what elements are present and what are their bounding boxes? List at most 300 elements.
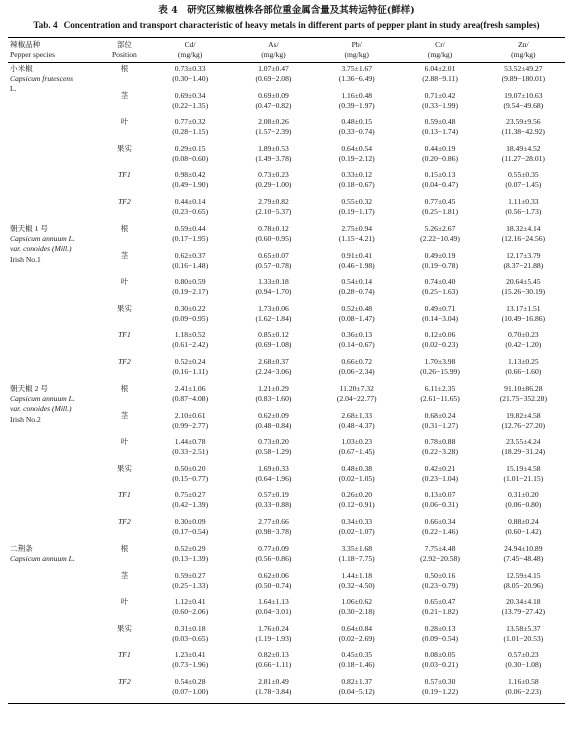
pb-value-cell: [315, 437, 398, 464]
as-value-cell: [232, 411, 315, 438]
species-cell: [8, 543, 100, 704]
range: (0.60−1.42): [505, 526, 542, 536]
range: (1.62−1.84): [255, 313, 292, 323]
range: (0.03−0.21): [422, 660, 458, 670]
position-label: TF1: [118, 170, 131, 179]
mean-sd: 0.55±0.35: [507, 170, 539, 179]
mean-sd: 0.55±0.32: [341, 196, 373, 206]
mean-sd: 0.49±0.19: [424, 250, 456, 260]
cr-value-cell: [398, 63, 481, 91]
range: (0.16−1.11): [172, 366, 208, 376]
range: (1.36−6.49): [338, 74, 375, 84]
mean-sd: 0.36±0.13: [341, 330, 373, 339]
mean-sd: 18.49±4.52: [506, 143, 541, 153]
position-label: 果实: [116, 143, 132, 153]
range: (0.02−1.05): [338, 473, 375, 483]
range: (0.04−0.47): [422, 180, 458, 190]
species-name-line: 小米椒: [10, 64, 33, 73]
range: (13.79−27.42): [501, 607, 546, 617]
heavy-metal-table: [8, 37, 565, 704]
species-name-line: 二荆条: [10, 544, 33, 553]
mean-sd: 0.68±0.24: [424, 410, 456, 420]
cd-value-cell: [149, 624, 232, 651]
mean-sd: 0.80±0.59: [174, 277, 206, 286]
mean-sd: 1.73±0.06: [258, 303, 289, 313]
range: (0.14−3.04): [422, 313, 458, 323]
cr-value-cell: [398, 490, 481, 517]
as-value-cell: [232, 277, 315, 304]
range: (0.50−0.74): [255, 580, 292, 590]
range: (0.60−0.95): [255, 234, 292, 244]
range: (0.22−1.46): [422, 526, 458, 536]
header-cr: Cr/ (mg/kg): [427, 40, 453, 59]
zn-value-cell: [482, 543, 565, 571]
range: (0.03−0.65): [172, 633, 209, 643]
range: (0.33−2.51): [172, 447, 209, 457]
zn-value-cell: [482, 117, 565, 144]
mean-sd: 0.57±0.23: [507, 650, 539, 659]
pb-value-cell: [315, 197, 398, 224]
range: (0.06−0.31): [422, 500, 458, 510]
range: (0.16−1.48): [172, 260, 209, 270]
mean-sd: 0.66±0.34: [424, 516, 456, 526]
pb-value-cell: [315, 624, 398, 651]
mean-sd: 0.48±0.38: [341, 463, 373, 473]
cr-value-cell: [398, 517, 481, 544]
range: (2.61−11.65): [420, 394, 460, 404]
range: (18.29−31.24): [501, 447, 546, 457]
as-value-cell: [232, 91, 315, 118]
cd-value-cell: [149, 170, 232, 197]
mean-sd: 1.21±0.29: [258, 384, 289, 393]
position-cell: [100, 117, 148, 144]
species-name-line: Irish No.1: [10, 254, 41, 264]
species-name-line: Irish No.2: [10, 414, 41, 424]
range: (0.09−0.54): [422, 633, 458, 643]
range: (0.61−2.42): [172, 340, 209, 350]
mean-sd: 0.33±0.12: [341, 170, 373, 179]
cr-value-cell: [398, 543, 481, 571]
cr-value-cell: [398, 304, 481, 331]
cr-value-cell: [398, 170, 481, 197]
cr-value-cell: [398, 223, 481, 251]
mean-sd: 0.57±0.19: [258, 490, 289, 499]
range: (0.33−0.74): [338, 127, 375, 137]
position-cell: [100, 464, 148, 491]
header-position: 部位 Position: [111, 40, 137, 59]
mean-sd: 0.82±1.37: [341, 676, 373, 686]
range: (0.09−0.95): [172, 313, 209, 323]
range: (0.42−1.20): [505, 340, 542, 350]
position-cell: [100, 490, 148, 517]
mean-sd: 12.59±4.15: [506, 570, 541, 580]
cr-value-cell: [398, 437, 481, 464]
range: (1.19−1.93): [255, 633, 292, 643]
pb-value-cell: [315, 277, 398, 304]
range: (0.15−0.77): [172, 473, 209, 483]
range: (8.37−21.88): [503, 260, 544, 270]
range: (0.23−0.65): [172, 206, 209, 216]
position-cell: [100, 144, 148, 171]
mean-sd: 2.81±0.49: [258, 676, 289, 686]
header-cd: Cd/ (mg/kg): [177, 40, 203, 59]
position-label: TF2: [118, 516, 131, 526]
range: (0.60−2.06): [172, 607, 209, 617]
as-value-cell: [232, 571, 315, 598]
cd-value-cell: [149, 571, 232, 598]
as-value-cell: [232, 597, 315, 624]
mean-sd: 0.75±0.27: [174, 490, 206, 499]
range: (0.98−3.78): [255, 526, 292, 536]
range: (2.22−10.49): [420, 234, 460, 244]
mean-sd: 1.16±0.48: [341, 90, 373, 100]
range: (0.21−1.82): [422, 607, 458, 617]
table-caption-chinese: 表 4 研究区辣椒植株各部位重金属含量及其转运特征(鲜样): [158, 5, 415, 16]
mean-sd: 2.08±0.26: [258, 117, 289, 126]
zn-value-cell: [482, 571, 565, 598]
mean-sd: 0.73±0.33: [174, 64, 206, 73]
mean-sd: 13.58±5.37: [506, 623, 541, 633]
mean-sd: 1.07±0.47: [258, 64, 289, 73]
mean-sd: 1.64±1.13: [258, 597, 289, 606]
pb-value-cell: [315, 357, 398, 384]
zn-value-cell: [482, 677, 565, 704]
header-pb: Pb/ (mg/kg): [344, 40, 369, 59]
as-value-cell: [232, 383, 315, 411]
position-label: 根: [120, 544, 129, 553]
range: (0.06−2.34): [338, 366, 375, 376]
range: (0.14−0.67): [338, 340, 375, 350]
range: (0.31−1.27): [422, 420, 458, 430]
range: (9.89−180.01): [501, 74, 546, 84]
mean-sd: 0.59±0.48: [424, 117, 456, 126]
position-cell: [100, 517, 148, 544]
cr-value-cell: [398, 411, 481, 438]
position-cell: [100, 170, 148, 197]
species-cell: [8, 383, 100, 543]
mean-sd: 0.31±0.18: [174, 623, 206, 633]
mean-sd: 0.59±0.27: [174, 570, 206, 580]
mean-sd: 1.44±0.78: [174, 437, 206, 446]
pb-value-cell: [315, 144, 398, 171]
range: (0.25−1.81): [422, 206, 458, 216]
mean-sd: 0.50±0.20: [174, 463, 206, 473]
species-name-line: Capsicum annuum L.: [10, 554, 75, 564]
cd-value-cell: [149, 437, 232, 464]
range: (0.07−1.00): [172, 686, 209, 696]
range: (21.75−352.28): [499, 394, 547, 404]
range: (0.73−1.96): [172, 660, 209, 670]
cd-value-cell: [149, 144, 232, 171]
mean-sd: 3.75±1.67: [341, 64, 373, 73]
range: (0.94−1.70): [255, 287, 292, 297]
mean-sd: 0.57±0.30: [424, 676, 456, 686]
pb-value-cell: [315, 223, 398, 251]
mean-sd: 0.66±0.72: [341, 356, 373, 366]
zn-value-cell: [482, 277, 565, 304]
mean-sd: 0.65±0.07: [258, 250, 289, 260]
position-label: 叶: [120, 277, 129, 286]
mean-sd: 91.10±86.28: [504, 384, 543, 393]
range: (2.24−3.06): [255, 366, 292, 376]
range: (12.76−27.20): [501, 420, 546, 430]
position-cell: [100, 650, 148, 677]
range: (0.02−0.23): [422, 340, 458, 350]
cr-value-cell: [398, 144, 481, 171]
mean-sd: 0.59±0.44: [174, 224, 206, 233]
range: (2.04−22.77): [336, 394, 377, 404]
mean-sd: 5.26±2.67: [424, 224, 456, 233]
zn-value-cell: [482, 357, 565, 384]
range: (0.49−1.90): [172, 180, 209, 190]
position-label: TF1: [118, 650, 131, 659]
cr-value-cell: [398, 677, 481, 704]
position-cell: [100, 357, 148, 384]
range: (0.30−1.08): [505, 660, 542, 670]
range: (0.18−0.67): [338, 180, 375, 190]
zn-value-cell: [482, 597, 565, 624]
range: (0.07−1.45): [505, 180, 542, 190]
zn-value-cell: [482, 650, 565, 677]
mean-sd: 0.62±0.37: [174, 250, 206, 260]
header-species: 辣椒品种 Pepper species: [10, 40, 55, 59]
mean-sd: 15.19±4.58: [506, 463, 541, 473]
mean-sd: 24.94±10.89: [504, 544, 543, 553]
range: (7.45−48.48): [503, 554, 544, 564]
mean-sd: 1.33±0.18: [258, 277, 289, 286]
mean-sd: 0.42±0.21: [424, 463, 456, 473]
mean-sd: 0.26±0.20: [341, 490, 373, 499]
range: (0.13−1.39): [172, 554, 209, 564]
cd-value-cell: [149, 383, 232, 411]
cd-value-cell: [149, 251, 232, 278]
zn-value-cell: [482, 144, 565, 171]
range: (0.67−1.45): [338, 447, 375, 457]
pb-value-cell: [315, 383, 398, 411]
mean-sd: 0.64±0.54: [341, 143, 373, 153]
pb-value-cell: [315, 650, 398, 677]
mean-sd: 0.64±0.84: [341, 623, 373, 633]
mean-sd: 2.41±1.06: [174, 384, 206, 393]
mean-sd: 2.77±0.66: [258, 516, 289, 526]
mean-sd: 0.98±0.42: [174, 170, 206, 179]
range: (0.04−3.01): [255, 607, 292, 617]
range: (0.33−1.99): [422, 100, 458, 110]
position-label: TF2: [118, 676, 131, 686]
range: (0.06−0.80): [505, 500, 542, 510]
range: (0.58−1.29): [255, 447, 292, 457]
range: (8.05−20.96): [503, 580, 544, 590]
position-label: TF2: [118, 356, 131, 366]
as-value-cell: [232, 117, 315, 144]
cd-value-cell: [149, 677, 232, 704]
mean-sd: 13.17±1.51: [506, 303, 541, 313]
table-row: [8, 543, 565, 571]
range: (0.23−0.79): [422, 580, 458, 590]
position-label: TF1: [118, 330, 131, 339]
range: (0.08−1.47): [338, 313, 375, 323]
mean-sd: 0.62±0.09: [258, 410, 289, 420]
range: (0.56−0.86): [255, 554, 292, 564]
cd-value-cell: [149, 411, 232, 438]
mean-sd: 2.10±0.61: [174, 410, 206, 420]
mean-sd: 0.52±0.48: [341, 303, 373, 313]
mean-sd: 0.85±0.12: [258, 330, 289, 339]
table-body: [8, 63, 565, 704]
range: (1.49−3.78): [255, 153, 292, 163]
zn-value-cell: [482, 624, 565, 651]
mean-sd: 7.75±4.48: [424, 544, 456, 553]
species-name-line: Capsicum frutescens: [10, 74, 74, 84]
as-value-cell: [232, 624, 315, 651]
range: (0.69−1.08): [255, 340, 292, 350]
range: (0.12−0.91): [338, 500, 375, 510]
pb-value-cell: [315, 411, 398, 438]
range: (1.01−20.53): [503, 633, 544, 643]
cr-value-cell: [398, 251, 481, 278]
range: (0.13−1.74): [422, 127, 458, 137]
mean-sd: 1.11±0.33: [508, 196, 539, 206]
cd-value-cell: [149, 91, 232, 118]
mean-sd: 0.88±0.24: [507, 516, 539, 526]
pb-value-cell: [315, 91, 398, 118]
position-label: 叶: [120, 437, 129, 446]
cd-value-cell: [149, 330, 232, 357]
mean-sd: 1.16±0.58: [507, 676, 539, 686]
position-label: 果实: [116, 303, 132, 313]
as-value-cell: [232, 330, 315, 357]
mean-sd: 1.89±0.53: [258, 143, 289, 153]
mean-sd: 2.68±0.37: [258, 356, 289, 366]
mean-sd: 0.77±0.09: [258, 544, 289, 553]
as-value-cell: [232, 437, 315, 464]
cr-value-cell: [398, 464, 481, 491]
cr-value-cell: [398, 277, 481, 304]
pb-value-cell: [315, 63, 398, 91]
range: (0.57−0.78): [255, 260, 292, 270]
mean-sd: 2.79±0.82: [258, 196, 289, 206]
mean-sd: 0.28±0.13: [424, 623, 456, 633]
pb-value-cell: [315, 490, 398, 517]
mean-sd: 0.78±0.88: [424, 437, 456, 446]
pb-value-cell: [315, 170, 398, 197]
cd-value-cell: [149, 597, 232, 624]
table-number: Tab. 4: [33, 20, 58, 30]
mean-sd: 0.69±0.34: [174, 90, 206, 100]
species-name-line: Capsicum annuum L.: [10, 234, 75, 244]
position-cell: [100, 304, 148, 331]
as-value-cell: [232, 543, 315, 571]
mean-sd: 19.82±4.58: [506, 410, 541, 420]
pb-value-cell: [315, 571, 398, 598]
range: (0.66−1.60): [505, 366, 542, 376]
cr-value-cell: [398, 330, 481, 357]
zn-value-cell: [482, 411, 565, 438]
range: (1.01−21.15): [503, 473, 544, 483]
position-label: TF1: [118, 490, 131, 499]
range: (0.04−5.12): [338, 686, 375, 696]
cr-value-cell: [398, 571, 481, 598]
range: (0.19−2.17): [172, 287, 209, 297]
mean-sd: 1.70±3.98: [424, 356, 456, 366]
mean-sd: 0.49±0.71: [424, 303, 456, 313]
mean-sd: 20.34±4.18: [506, 597, 541, 606]
range: (0.48−4.37): [338, 420, 375, 430]
range: (0.32−4.50): [338, 580, 375, 590]
range: (1.18−7.75): [338, 554, 375, 564]
cd-value-cell: [149, 197, 232, 224]
range: (0.02−2.69): [338, 633, 375, 643]
cd-value-cell: [149, 223, 232, 251]
range: (0.18−1.46): [338, 660, 375, 670]
mean-sd: 0.74±0.40: [424, 277, 456, 286]
range: (0.19−1.17): [338, 206, 375, 216]
position-cell: [100, 677, 148, 704]
mean-sd: 0.54±0.28: [174, 676, 206, 686]
range: (0.64−1.96): [255, 473, 292, 483]
cd-value-cell: [149, 117, 232, 144]
cr-value-cell: [398, 597, 481, 624]
cd-value-cell: [149, 464, 232, 491]
mean-sd: 6.11±2.35: [424, 384, 456, 393]
as-value-cell: [232, 197, 315, 224]
range: (1.15−4.21): [338, 234, 375, 244]
range: (0.02−1.07): [338, 526, 375, 536]
range: (0.23−1.04): [422, 473, 458, 483]
as-value-cell: [232, 251, 315, 278]
cr-value-cell: [398, 357, 481, 384]
species-cell: [8, 223, 100, 383]
position-label: 果实: [116, 623, 132, 633]
range: (0.66−1.11): [255, 660, 292, 670]
position-label: 叶: [120, 117, 129, 126]
range: (0.19−1.22): [422, 686, 458, 696]
range: (0.42−1.39): [172, 500, 209, 510]
mean-sd: 0.69±0.09: [258, 90, 289, 100]
mean-sd: 3.35±1.68: [341, 544, 373, 553]
range: (0.47−0.82): [255, 100, 292, 110]
zn-value-cell: [482, 223, 565, 251]
zn-value-cell: [482, 197, 565, 224]
mean-sd: 0.52±0.24: [174, 356, 206, 366]
mean-sd: 0.44±0.14: [174, 196, 206, 206]
range: (15.26−30.19): [501, 287, 546, 297]
range: (0.22−3.28): [422, 447, 458, 457]
table-row: [8, 63, 565, 91]
zn-value-cell: [482, 63, 565, 91]
mean-sd: 0.73±0.23: [258, 170, 289, 179]
cd-value-cell: [149, 650, 232, 677]
position-label: 根: [120, 384, 129, 393]
as-value-cell: [232, 464, 315, 491]
as-value-cell: [232, 517, 315, 544]
as-value-cell: [232, 357, 315, 384]
position-label: 果实: [116, 463, 132, 473]
cr-value-cell: [398, 91, 481, 118]
zn-value-cell: [482, 91, 565, 118]
position-cell: [100, 63, 148, 91]
header-as: As/ (mg/kg): [261, 40, 286, 59]
mean-sd: 0.54±0.14: [341, 277, 373, 286]
zn-value-cell: [482, 437, 565, 464]
position-cell: [100, 624, 148, 651]
position-cell: [100, 277, 148, 304]
cd-value-cell: [149, 490, 232, 517]
zn-value-cell: [482, 251, 565, 278]
pb-value-cell: [315, 517, 398, 544]
range: (2.10−5.37): [255, 206, 292, 216]
cd-value-cell: [149, 277, 232, 304]
